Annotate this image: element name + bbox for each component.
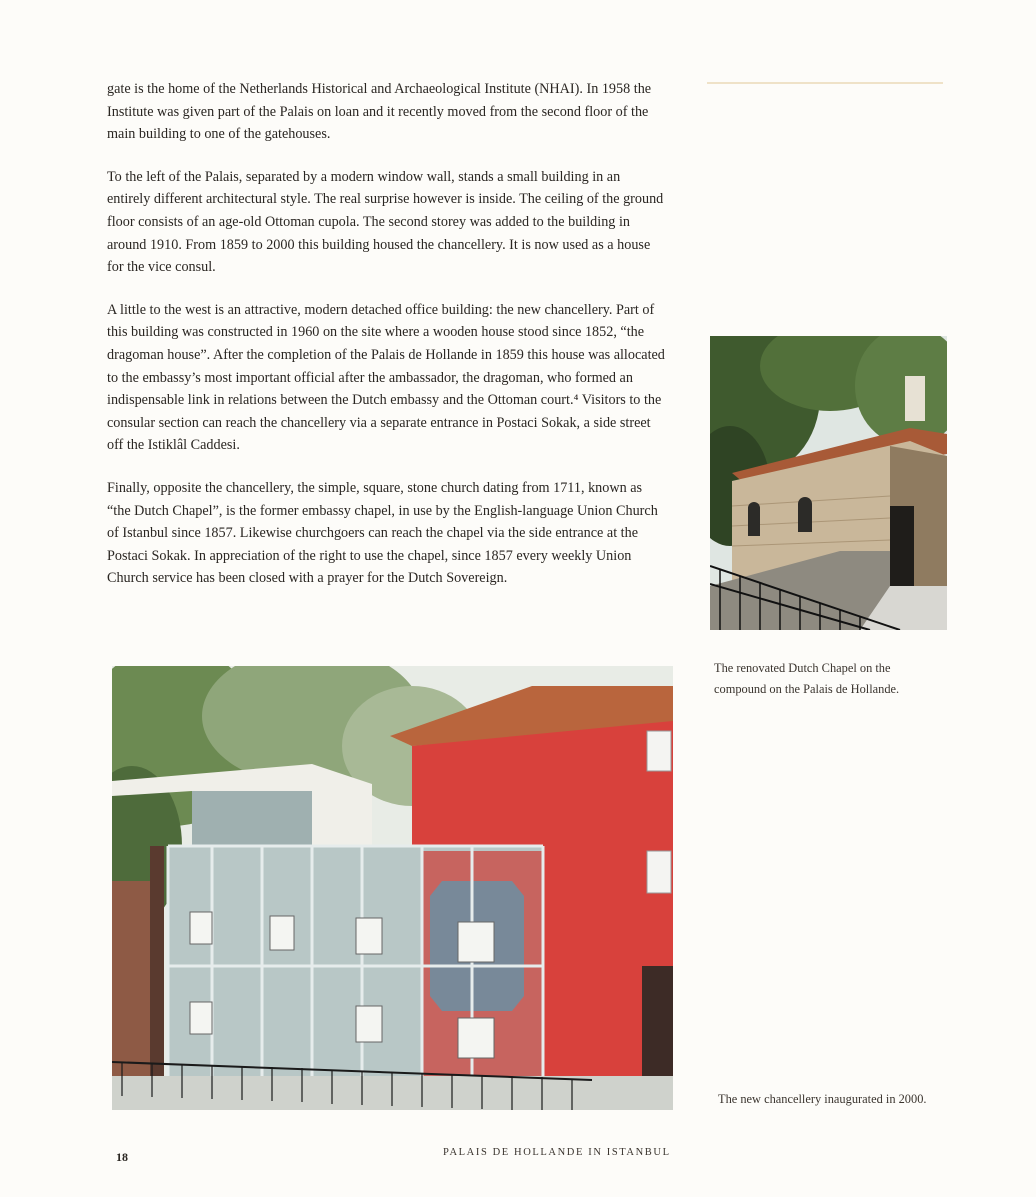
chapel-caption: The renovated Dutch Chapel on the compound on the Palais de Hollande. [714, 661, 900, 696]
decorative-rule [707, 82, 943, 84]
paragraph: gate is the home of the Netherlands Historical and Archaeological Institute (NHAI). In 1958 the Institute was given part of the Palais on loan and it recently moved from the second floor of the main building to one of the gatehouses. [107, 81, 652, 143]
running-head: PALAIS DE HOLLANDE IN ISTANBUL [443, 1147, 671, 1158]
chancellery-caption: The new chancellery inaugurated in 2000. [718, 1092, 927, 1106]
page-number: 18 [116, 1150, 128, 1164]
paragraph: A little to the west is an attractive, modern detached office building: the new chancellery. Part of this building was constructed in 1960 on the site where a wooden house stood since 1852, “the dragoman house”. After the completion of the Palais de Hollande in 1859 this house was allocated to the embassy’s most important official after the ambassador, the dragoman, who formed an indispensable link in relations between the Dutch embassy and the Ottoman court.⁴ Visitors to the consular section can reach the chancellery via a separate entrance in Postaci Sokak, a side street off the Istiklâl Caddesi. [107, 301, 665, 454]
dutch-chapel-photo [710, 336, 947, 630]
paragraph: To the left of the Palais, separated by a modern window wall, stands a small building in an entirely different architectural style. The real surprise however is inside. The ceiling of the ground floor consists of an age-old Ottoman cupola. The second storey was added to the building in around 1910. From 1859 to 2000 this building housed the chancellery. It is now used as a house for the vice consul. [107, 168, 664, 276]
paragraph: Finally, opposite the chancellery, the simple, square, stone church dating from 1711, known as “the Dutch Chapel”, is the former embassy chapel, in use by the English-language Union Church of Istanbul since 1857. Likewise churchgoers can reach the chapel via the side entrance at the Postaci Sokak. In appreciation of the right to use the chapel, since 1857 every weekly Union Church service has been closed with a prayer for the Dutch Sovereign. [107, 479, 658, 587]
body-text [107, 78, 667, 610]
chancellery-photo [112, 666, 673, 1110]
